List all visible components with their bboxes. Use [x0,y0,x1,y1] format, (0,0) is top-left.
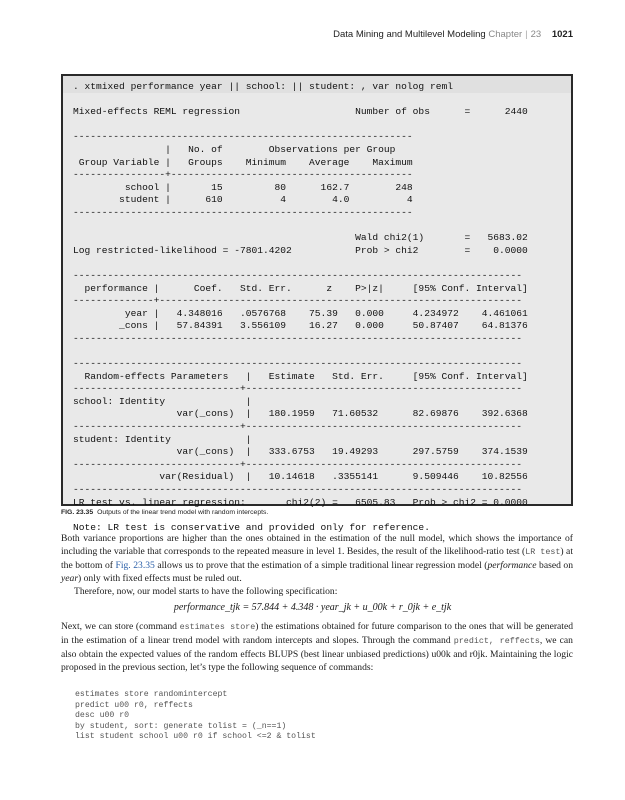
figure-link[interactable]: Fig. 23.35 [115,560,155,571]
paragraph-3 [61,620,573,674]
p1-italic-performance: performance [487,560,537,571]
p1-text-b: ) at the bottom of [61,546,573,571]
stata-output-text: . xtmixed performance year || school: || student: , var nolog reml Mixed-effects REML regression Number of obs = 2440 ----------------------------------------------------------- | No. of Observations per Group Group Variable | Groups Minimum Average Maximum ----------------+------------------------------------------ school | 15 80 162.7 248 student | 610 4 4.0 4 ----------------------------------------------------------- Wald chi2(1) = 5683.02 Log restricted-likelihood = -7801.4202 Prob > chi2 = 0.0000 ------------------------------------------------------------------------------ performance | Coef. Std. Err. z P>|z| [95% Conf. Interval] --------------+--------------------------------------------------------------- year | 4.348016 .0576768 75.39 0.000 4.234972 4.461061 _cons | 57.84391 3.556109 16.27 0.000 50.87407 64.81376 ------------------------------------------------------------------------------ ------------------------------------------------------------------------------ Random-effects Parameters | Estimate Std. Err. [95% Conf. Interval] -----------------------------+------------------------------------------------ school: Identity | var(_cons) | 180.1959 71.60532 82.69876 392.6368 -----------------------------+------------------------------------------------ student: Identity | var(_cons) | 333.6753 19.49293 297.5759 374.1539 -----------------------------+------------------------------------------------ var(Residual) | 10.14618 .3355141 9.509446 10.82556 ------------------------------------------------------------------------------ LR test vs. linear regression: chi2(2) = 6505.83 Prob > chi2 = 0.0000 Note: LR test is conservative and provided only for reference. [73,81,528,533]
p3-code-predict: predict, reffects [453,636,540,646]
p1-text-d: based on [536,560,574,571]
p1-code: LR test [525,547,561,557]
p3-code-estimates: estimates store [179,622,256,632]
chapter-number: 23 [530,29,542,40]
model-equation: performance_tjk = 57.844 + 4.348 · year_jk + u_00k + r_0jk + e_tjk [173,602,452,613]
book-title: Data Mining and Multilevel Modeling [333,29,486,40]
running-header [0,29,573,40]
figure-caption [61,509,268,516]
chapter-label: Chapter [488,29,523,40]
command-listing: estimates store randomintercept predict u00 r0, reffects desc u00 r0 by student, sort: generate tolist = (_n==1) list student school u00 r0 if school <=2 & tolist [75,690,316,742]
p1-text-a: Both variance proportions are higher than the ones obtained in the estimation of the null model, which shows the importance of including the variable that corresponds to the repeated measure in level 1. Besides, the result of the likelihood-ratio test ( [61,533,573,557]
header-separator: | [525,29,528,40]
figure-caption-text: Outputs of the linear trend model with random intercepts. [97,509,269,516]
p1-text-e: ) only with fixed effects must be ruled out. [78,573,242,584]
p1-italic-year: year [61,573,79,584]
p3-text-a: Next, we can store (command [61,621,180,632]
p3-text-b: ) the estimations obtained for future comparison to the ones that will be generated in the estimation of a linear trend model with random intercepts and slopes. Through the command [61,621,573,646]
p3-text-c: , we can also obtain the expected values of the random effects BLUPS (best linear unbiased predictions) u00k and r0jk. Maintaining the logic proposed in the previous section, let’s type the following sequence of commands: [61,635,573,673]
p1-text-c: allows us to prove that the estimation of a simple traditional linear regression model ( [154,560,488,571]
paragraph-2: Therefore, now, our model starts to have the following specification: [74,586,338,597]
figure-label: FIG. 23.35 [61,509,94,516]
page-number: 1021 [551,29,573,40]
paragraph-1 [61,532,573,598]
